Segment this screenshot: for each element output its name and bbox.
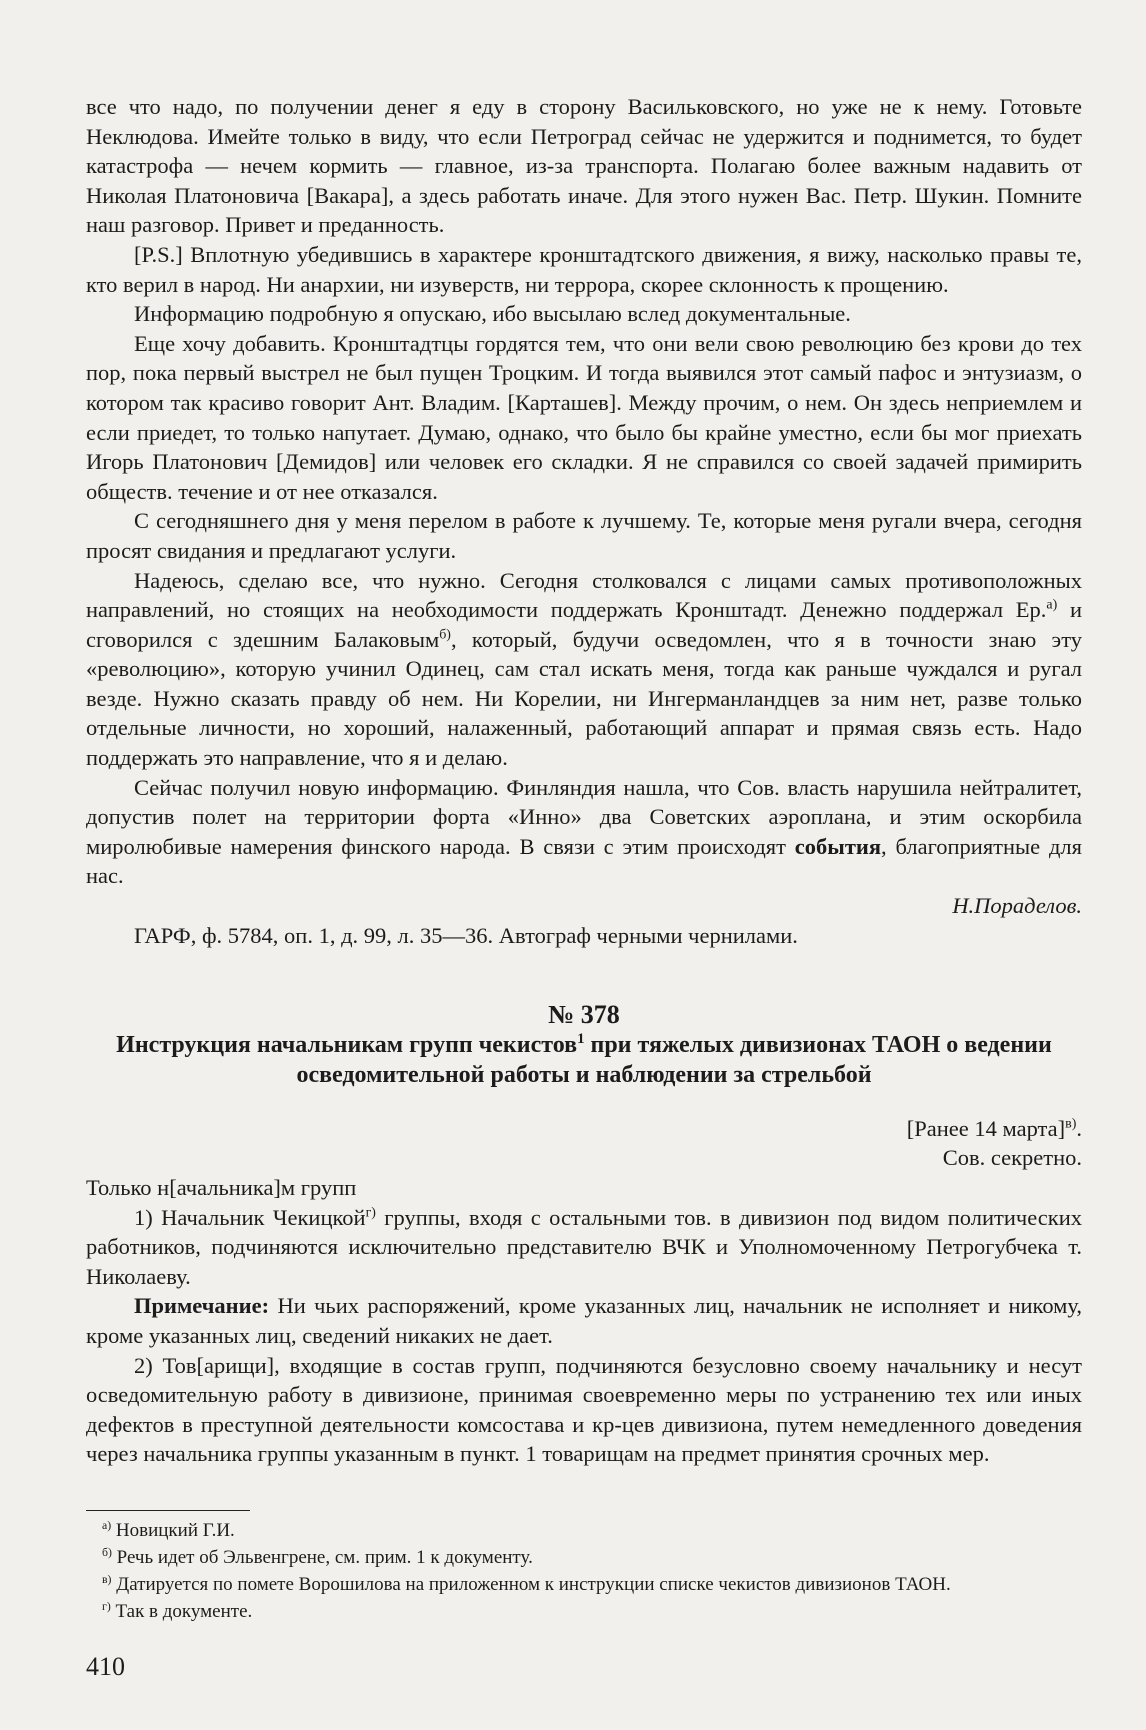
document-number: № 378 (548, 1000, 620, 1030)
letter-paragraph (86, 773, 1082, 891)
title-run: при тяжелых дивизионах ТАОН о ведении осведомительной работы и наблюдении за стрельбой (296, 1031, 1052, 1088)
title-run: Инструкция начальникам групп чекистов (116, 1031, 578, 1058)
signature: Н.Пораделов. (952, 893, 1082, 919)
footnote (86, 1573, 1082, 1596)
footnote (86, 1600, 1082, 1623)
note-label: Примечание: (134, 1293, 270, 1319)
bold-word: события (794, 833, 882, 859)
footnote-ref: в) (1065, 1116, 1077, 1132)
footnote-divider (86, 1510, 250, 1511)
footnote-ref: а) (1046, 597, 1058, 613)
date-text: [Ранее 14 марта] (906, 1115, 1066, 1141)
text-run: , который, будучи осведомлен, что я в точности знаю эту «революцию», которую учинил Одинец, сам стал искать меня, тогда как раньше чуждался и ругал везде. Нужно сказать правду об нем. Ни Корелии, ни Ингерманландцев за ним нет, разве только отдельные личности, но хороший, налаженный, работающий аппарат и прямая связь есть. Надо поддержать это направление, что я и делаю. (86, 626, 1082, 771)
text-run: группы, входя с остальными тов. в дивизион под видом политических работников, подчиняются исключительно представителю ВЧК и Уполномоченному Петрогубчека т. Николаеву. (86, 1204, 1082, 1289)
letter-paragraph: Еще хочу добавить. Кронштадтцы гордятся тем, что они вели свою революцию без крови до тех пор, пока первый выстрел не был пущен Троцким. И тогда выявился этот самый пафос и энтузиазм, о котором так красиво говорит Ант. Владим. [Карташев]. Между прочим, о нем. Он здесь неприемлем и если приедет, то только напутает. Думаю, однако, что было бы крайне уместно, если бы мог приехать Игорь Платонович [Демидов] или человек его складки. Я не справился со своей задачей примирить обществ. течение и от нее отказался. (86, 330, 1082, 504)
page-number: 410 (86, 1652, 125, 1681)
date-text: . (1076, 1115, 1082, 1141)
footnote-ref: г) (365, 1205, 376, 1221)
footnote-text: Новицкий Г.И. (111, 1520, 235, 1541)
footnote-mark: а) (102, 1518, 112, 1532)
letter-paragraph: С сегодняшнего дня у меня перелом в работе к лучшему. Те, которые меня ругали вчера, сегодня просят свидания и предлагают услуги. (86, 508, 1082, 563)
footnote-text: Речь идет об Эльвенгрене, см. прим. 1 к документу. (111, 1547, 533, 1568)
text-run: , благоприятные для нас. (86, 833, 1082, 889)
instruction-note (86, 1291, 1082, 1350)
document-title (86, 1030, 1082, 1090)
footnote-mark: б) (102, 1545, 112, 1559)
footnote (86, 1519, 1082, 1542)
letter-paragraph (86, 566, 1082, 773)
secrecy-stamp: Сов. секретно. (942, 1145, 1082, 1171)
text-run: Сейчас получил новую информацию. Финляндия нашла, что Сов. власть нарушила нейтралитет, допустив полет на территории форта «Инно» два Советских аэроплана, и этим оскорбила миролюбивые намерения финского народа. В связи с этим происходят (86, 774, 1082, 859)
instruction-item-2: 2) Тов[арищи], входящие в состав групп, подчиняются безусловно своему начальнику и несут осведомительную работу в дивизионе, принимая своевременно меры по устранению тех или иных дефектов в преступной деятельности комсостава и кр-цев дивизиона, путем немедленного доведения через начальника группы указанным в пункт. 1 товарищам на предмет принятия срочных мер. (86, 1352, 1082, 1467)
footnote-ref: б) (439, 627, 451, 643)
text-run: 1) Начальник Чекицкой (134, 1204, 366, 1230)
footnote-ref: 1 (577, 1030, 585, 1047)
footnote-text: Так в документе. (110, 1601, 253, 1622)
text-run: Ни чьих распоряжений, кроме указанных лиц, начальник не исполняет и никому, кроме указанных лиц, сведений никаких не дает. (86, 1293, 1082, 1348)
letter-paragraph: все что надо, по получении денег я еду в сторону Васильковского, но уже не к нему. Готовьте Неклюдова. Имейте только в виду, что если Петроград сейчас не удержится и поднимется, то будет катастрофа — нечем кормить — главное, из-за транспорта. Полагаю более важным надавить от Николая Платоновича [Вакара], а здесь работать иначе. Для этого нужен Вас. Петр. Шукин. Помните наш разговор. Привет и преданность. (86, 94, 1082, 238)
addressee: Только н[ачальника]м групп (86, 1175, 357, 1200)
text-run: и сговорился с здешним Балаковым (86, 597, 1083, 652)
footnote-mark: г) (102, 1599, 111, 1613)
footnote-text: Датируется по помете Ворошилова на приложенном к инструкции списке чекистов дивизионов ТАОН. (111, 1574, 951, 1595)
letter-body (86, 92, 1082, 1469)
archive-source: ГАРФ, ф. 5784, оп. 1, д. 99, л. 35—36. Автограф черными чернилами. (134, 922, 798, 948)
text-run: Надеюсь, сделаю все, что нужно. Сегодня столковался с лицами самых противоположных направлений, но стоящих на необходимости поддержать Кронштадт. Денежно поддержал Ер. (86, 567, 1082, 623)
document-date (86, 1114, 1082, 1144)
footnote (86, 1546, 1082, 1569)
footnote-mark: в) (102, 1572, 112, 1586)
letter-paragraph: Информацию подробную я опускаю, ибо высылаю вслед документальные. (134, 301, 851, 327)
instruction-item-1 (86, 1203, 1082, 1292)
footnotes (86, 1510, 1082, 1627)
letter-postscript: [P.S.] Вплотную убедившись в характере кронштадтского движения, я вижу, насколько правы те, кто верил в народ. Ни анархии, ни изуверств, ни террора, скорее склонность к прощению. (86, 241, 1082, 297)
